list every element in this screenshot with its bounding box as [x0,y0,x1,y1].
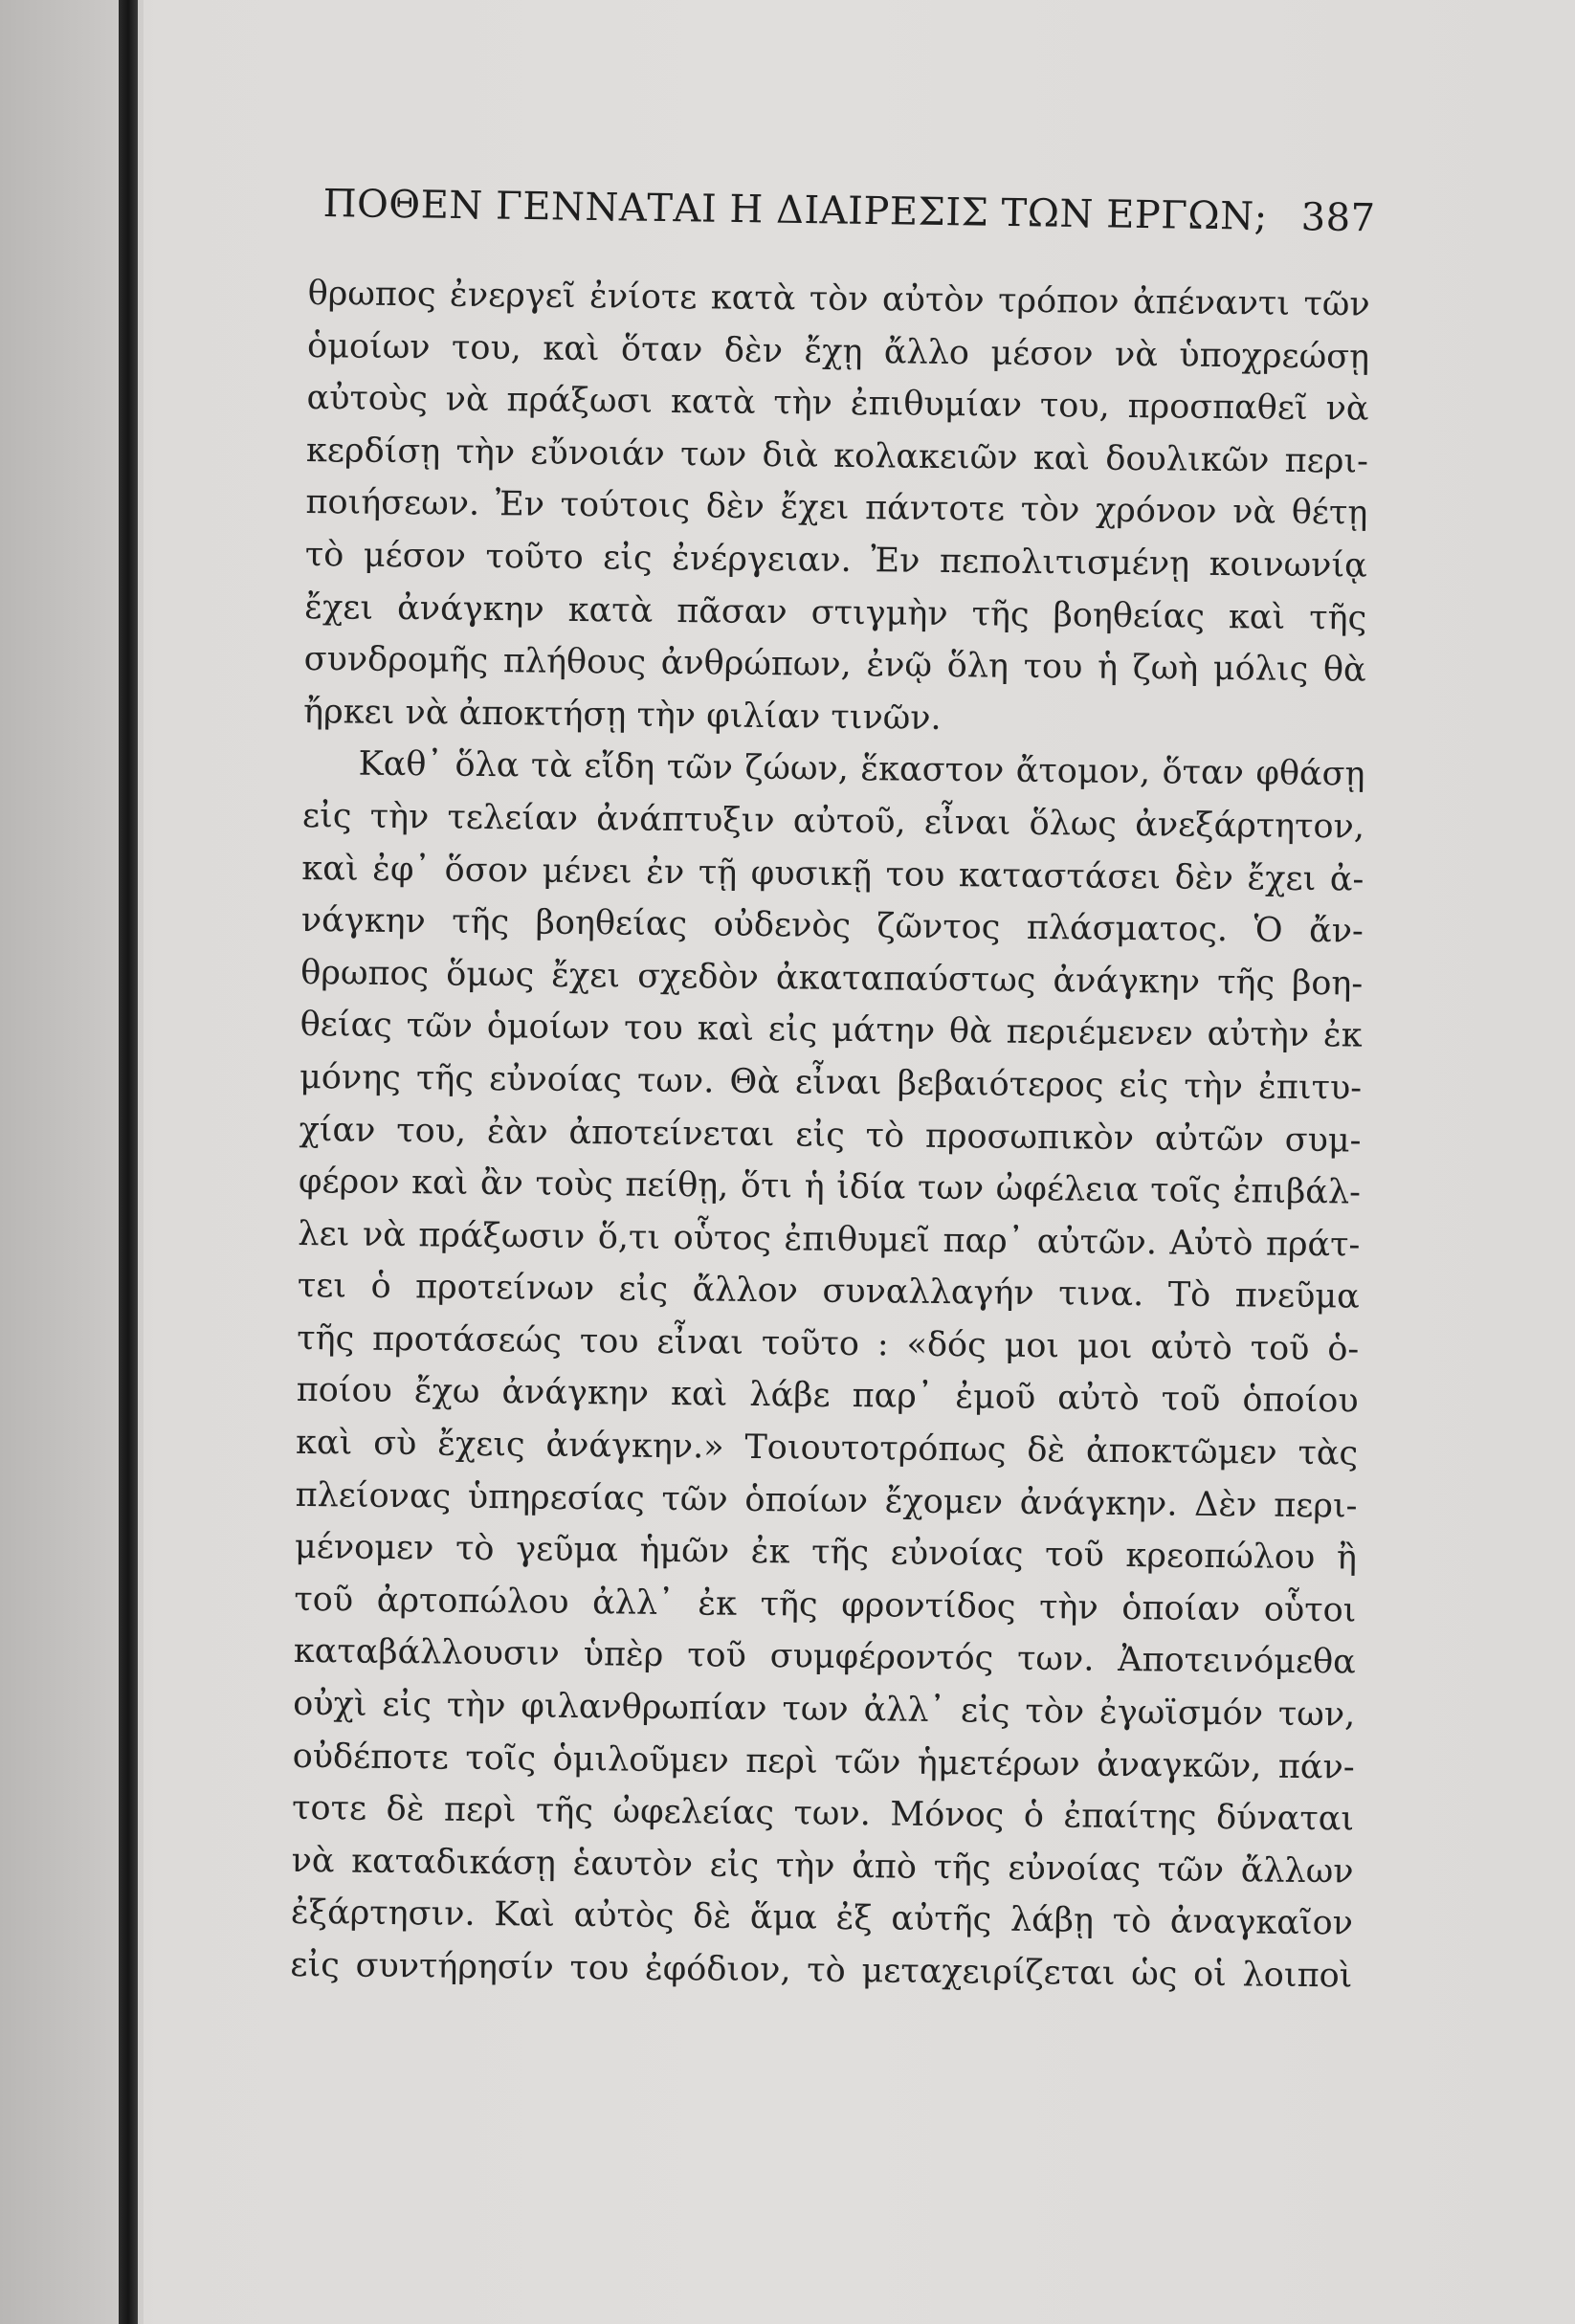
text-line: φέρον καὶ ἂν τοὺς πείθῃ, ὅτι ἡ ἰδία των ὠφέλεια τοῖς ἐπιβάλ- [298,1162,1362,1212]
body-text [290,268,1370,2003]
text-line: οὐχὶ εἰς τὴν φιλανθρωπίαν των ἀλλ᾿ εἰς τὸν ἐγωϊσμόν των, [293,1684,1356,1735]
text-line: τοῦ ἀρτοπώλου ἀλλ᾿ ἐκ τῆς φροντίδος τὴν ὁποίαν οὗτοι [294,1580,1357,1630]
text-line: λει νὰ πράξωσιν ὅ,τι οὗτος ἐπιθυμεῖ παρ᾿ αὐτῶν. Αὐτὸ πράτ- [298,1214,1361,1265]
text-line: οὐδέποτε τοῖς ὁμιλοῦμεν περὶ τῶν ἡμετέρων ἀναγκῶν, πάν- [292,1737,1355,1787]
text-line: συνδρομῆς πλήθους ἀνθρώπων, ἐνῷ ὅλη του ἡ ζωὴ μόλις θὰ [303,640,1366,690]
text-line: θείας τῶν ὁμοίων του καὶ εἰς μάτην θὰ περιέμενεν αὐτὴν ἐκ [299,1006,1363,1055]
text-line: ὁμοίων του, καὶ ὅταν δὲν ἔχῃ ἄλλο μέσον νὰ ὑποχρεώσῃ [306,326,1370,377]
text-line: τὸ μέσον τοῦτο εἰς ἐνέργειαν. Ἐν πεπολιτισμένῃ κοινωνίᾳ [304,535,1368,586]
text-line: μένομεν τὸ γεῦμα ἡμῶν ἐκ τῆς εὐνοίας τοῦ κρεοπώλου ἢ [294,1528,1358,1578]
text-line: ποιήσεων. Ἐν τούτοις δὲν ἔχει πάντοτε τὸν χρόνον νὰ θέτῃ [305,483,1368,533]
text-line: πλείονας ὑπηρεσίας τῶν ὁποίων ἔχομεν ἀνάγκην. Δὲν περι- [295,1475,1358,1526]
text-line: τοτε δὲ περὶ τῆς ὠφελείας των. Μόνος ὁ ἐπαίτης δύναται [291,1789,1355,1839]
page-number: 387 [1300,195,1376,241]
text-line: εἰς τὴν τελείαν ἀνάπτυξιν αὐτοῦ, εἶναι ὅλως ἀνεξάρτητον, [301,796,1365,847]
text-line: χίαν του, ἐὰν ἀποτείνεται εἰς τὸ προσωπικὸν αὐτῶν συμ- [299,1110,1362,1161]
text-line: εἰς συντήρησίν του ἐφόδιον, τὸ μεταχειρίζεται ὡς οἱ λοιποὶ [290,1945,1353,1996]
text-line: τει ὁ προτείνων εἰς ἄλλον συναλλαγήν τινα. Τὸ πνεῦμα [297,1267,1361,1317]
text-line: νάγκην τῆς βοηθείας οὐδενὸς ζῶντος πλάσματος. Ὁ ἄν- [300,901,1364,951]
text-line: θρωπος ὅμως ἔχει σχεδὸν ἀκαταπαύστως ἀνάγκην τῆς βοη- [300,953,1364,1004]
paragraph-start-line: Καθ᾿ ὅλα τὰ εἴδη τῶν ζώων, ἕκαστον ἄτομον, ὅταν φθάσῃ [358,744,1365,794]
running-head-title: ΠΟΘΕΝ ΓΕΝΝΑΤΑΙ Η ΔΙΑΙΡΕΣΙΣ ΤΩΝ ΕΡΓΩΝ; [322,182,1268,239]
text-line: αὐτοὺς νὰ πράξωσι κατὰ τὴν ἐπιθυμίαν του, προσπαθεῖ νὰ [306,379,1369,429]
text-line: καὶ σὺ ἔχεις ἀνάγκην.» Τοιουτοτρόπως δὲ ἀποκτῶμεν τὰς [295,1423,1359,1473]
text-line: καταβάλλουσιν ὑπὲρ τοῦ συμφέροντός των. Ἀποτεινόμεθα [293,1632,1357,1682]
paragraph-end-line: ἤρκει νὰ ἀποκτήσῃ τὴν φιλίαν τινῶν. [302,692,942,738]
running-head [322,182,1376,254]
text-line: τῆς προτάσεώς του εἶναι τοῦτο : «δός μοι μοι αὐτὸ τοῦ ὁ- [297,1318,1360,1369]
text-line: ἐξάρτησιν. Καὶ αὐτὸς δὲ ἅμα ἐξ αὐτῆς λάβῃ τὸ ἀναγκαῖον [290,1893,1354,1943]
text-line: ἔχει ἀνάγκην κατὰ πᾶσαν στιγμὴν τῆς βοηθείας καὶ τῆς [304,587,1367,638]
text-line: ποίου ἔχω ἀνάγκην καὶ λάβε παρ᾿ ἐμοῦ αὐτὸ τοῦ ὁποίου [296,1371,1359,1422]
text-line: μόνης τῆς εὐνοίας των. Θὰ εἶναι βεβαιότερος εἰς τὴν ἐπιτυ- [299,1057,1363,1108]
text-line: νὰ καταδικάσῃ ἑαυτὸν εἰς τὴν ἀπὸ τῆς εὐνοίας τῶν ἄλλων [291,1841,1354,1892]
binding-shadow [119,0,138,2324]
text-line: καὶ ἐφ᾿ ὅσον μένει ἐν τῇ φυσικῇ του καταστάσει δὲν ἔχει ἀ- [301,849,1364,899]
text-line: κερδίσῃ τὴν εὔνοιάν των διὰ κολακειῶν καὶ δουλικῶν περι- [305,431,1369,481]
text-line: θρωπος ἐνεργεῖ ἐνίοτε κατὰ τὸν αὐτὸν τρόπον ἀπέναντι τῶν [307,274,1370,324]
